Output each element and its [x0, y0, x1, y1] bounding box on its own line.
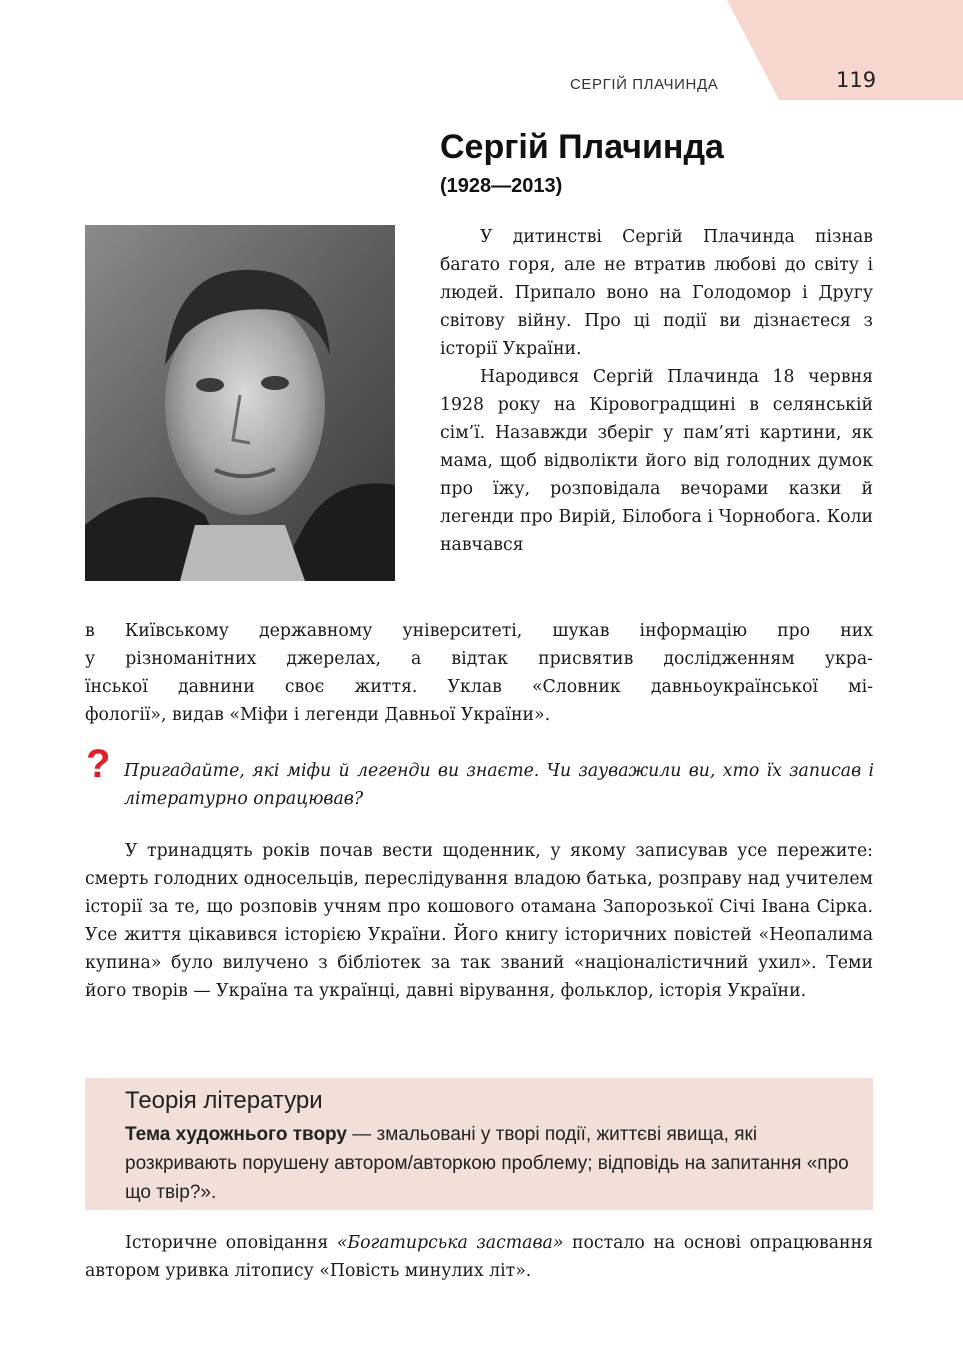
page-number: 119	[836, 68, 877, 92]
theory-term: Тема художнього твору	[125, 1124, 347, 1145]
story-intro-after: постало на основі опрацювання автором уривка літопису «Повість минулих літ».	[85, 1233, 873, 1281]
question-mark-icon: ?	[86, 742, 111, 786]
author-dates: (1928—2013)	[440, 175, 563, 197]
biography-section-2	[85, 837, 873, 1005]
biography-line-1: в Київському державному університеті, шукав інформацію про них	[85, 621, 873, 641]
biography-intro	[440, 223, 873, 559]
theory-definition	[125, 1120, 861, 1207]
story-intro-before: Історичне оповідання	[125, 1233, 337, 1253]
biography-line-3: їнської давнини своє життя. Уклав «Словник давньоукраїнської мі-	[85, 677, 873, 697]
biography-paragraph-3: У тринадцять років почав вести щоденник, у якому записував усе пережите: смерть голодних односельців, переслідування владою батька, розправу над учителем історії за те, що розповів учням про кошового отамана Запорозької Січі Івана Сірка. Усе життя цікавився історією України. Його книгу історичних повістей «Неопалима купина» було вилучено з бібліотек за так званий «націоналістичний ухил». Теми його творів — Україна та українці, давні вірування, фольклор, історія України.	[85, 841, 873, 1001]
biography-line-4: фології», видав «Міфи і легенди Давньої України».	[85, 705, 551, 725]
portrait-photo	[85, 225, 395, 581]
running-head: СЕРГІЙ ПЛАЧИНДА	[570, 76, 719, 93]
theory-box	[85, 1078, 873, 1210]
story-intro-paragraph	[85, 1229, 873, 1285]
biography-line-2: у різноманітних джерелах, а відтак присвятив дослідженням укра-	[85, 649, 873, 669]
story-title: «Богатирська застава»	[336, 1233, 564, 1253]
theory-heading: Теорія літератури	[125, 1087, 323, 1114]
author-name: Сергій Плачинда	[440, 128, 724, 166]
question-text: Пригадайте, які міфи й легенди ви знаєте. Чи зауважили ви, хто їх записав і літературно опрацював?	[124, 761, 874, 809]
theory-definition-text: — змальовані у творі події, життєві явища, які розкривають порушену автором/авторкою проблему; відповідь на запитання «про що твір?».	[125, 1124, 849, 1203]
biography-paragraph-1: У дитинстві Сергій Плачинда пізнав багато горя, але не втратив любові до світу і людей. Припало воно на Голодомор і Другу світову війну. Про ці події ви дізнаєтеся з історії України.	[440, 227, 873, 359]
author-portrait	[85, 225, 395, 581]
biography-paragraph-2-start: Народився Сергій Плачинда 18 червня 1928 року на Кіровоградщині в селянській сім’ї. Назавжди зберіг у пам’яті картини, як мама, щоб відволікти його від голодних думок про їжу, розповідала вечорами казки й легенди про Вирій, Білобога і Чорнобога. Коли навчався	[440, 367, 873, 555]
story-intro	[85, 1229, 873, 1285]
